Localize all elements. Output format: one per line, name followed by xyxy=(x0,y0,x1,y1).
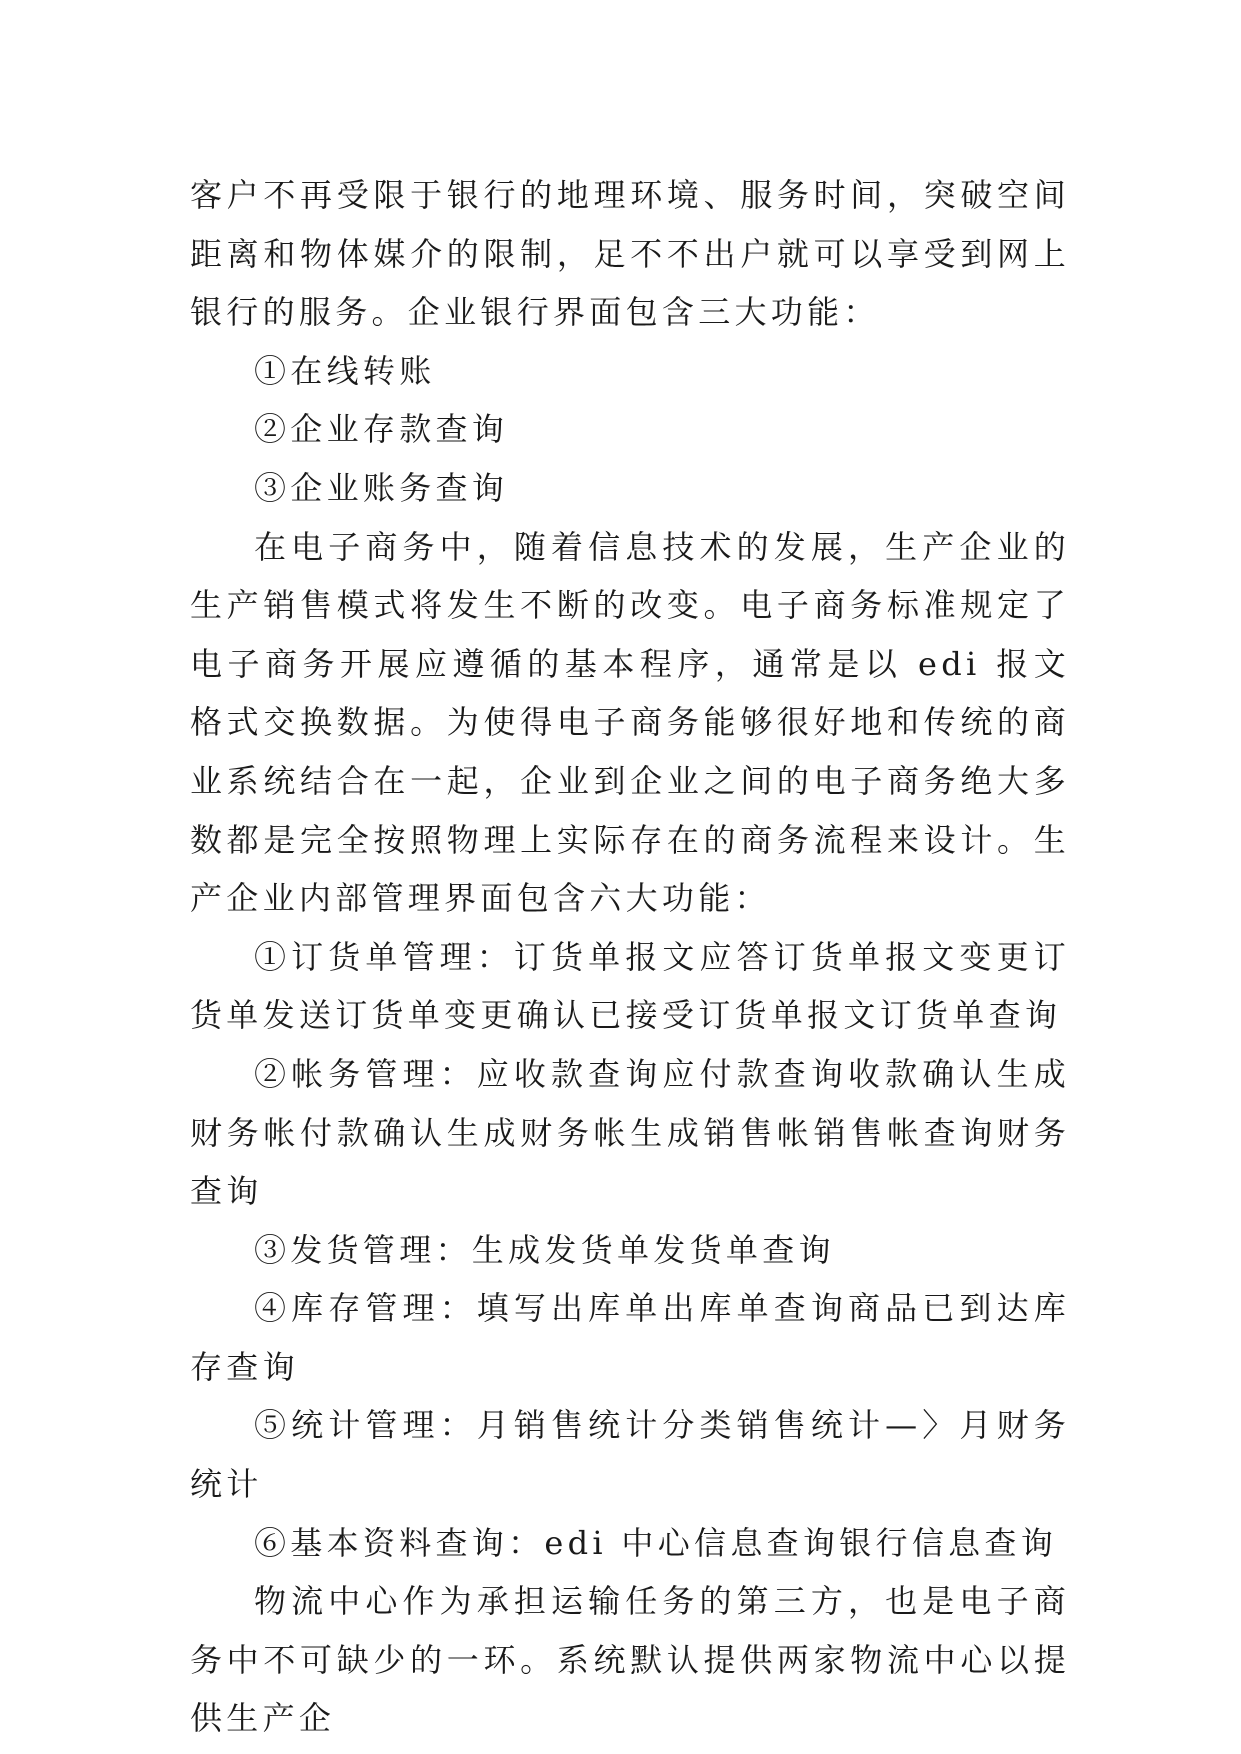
list-item-online-transfer: ①在线转账 xyxy=(254,351,436,390)
list-item-basic-info-query: ⑥基本资料查询：edi 中心信息查询银行信息查询 xyxy=(254,1523,1058,1562)
list-item-accounts-management: ②帐务管理：应收款查询应付款查询收款确认生成财务帐付款确认生成财务帐生成销售帐销售帐查询财务查询 xyxy=(190,1054,1070,1211)
paragraph-banking-intro: 客户不再受限于银行的地理环境、服务时间，突破空间距离和物体媒介的限制，足不不出户就可以享受到网上银行的服务。企业银行界面包含三大功能： xyxy=(190,176,1070,332)
document-page xyxy=(190,166,1070,1748)
list-item-order-management: ①订货单管理：订货单报文应答订货单报文变更订货单发送订货单变更确认已接受订货单报文订货单查询 xyxy=(190,937,1070,1035)
list-item-deposit-query: ②企业存款查询 xyxy=(254,410,509,449)
list-item-shipping-management: ③发货管理：生成发货单发货单查询 xyxy=(254,1230,835,1269)
paragraph-ecommerce: 在电子商务中，随着信息技术的发展，生产企业的生产销售模式将发生不断的改变。电子商务标准规定了电子商务开展应遵循的基本程序，通常是以 edi 报文格式交换数据。为使得电子商务能够很好地和传统的商业系统结合在一起，企业到企业之间的电子商务绝大多数都是完全按照物理上实际存在的商务流程来设计。生产企业内部管理界面包含六大功能： xyxy=(190,527,1070,918)
list-item-inventory-management: ④库存管理：填写出库单出库单查询商品已到达库存查询 xyxy=(190,1289,1070,1386)
list-item-statistics-management: ⑤统计管理：月销售统计分类销售统计—〉月财务统计 xyxy=(190,1406,1070,1504)
list-item-account-query: ③企业账务查询 xyxy=(254,468,509,507)
paragraph-logistics: 物流中心作为承担运输任务的第三方，也是电子商务中不可缺少的一环。系统默认提供两家物流中心以提供生产企 xyxy=(190,1582,1070,1738)
